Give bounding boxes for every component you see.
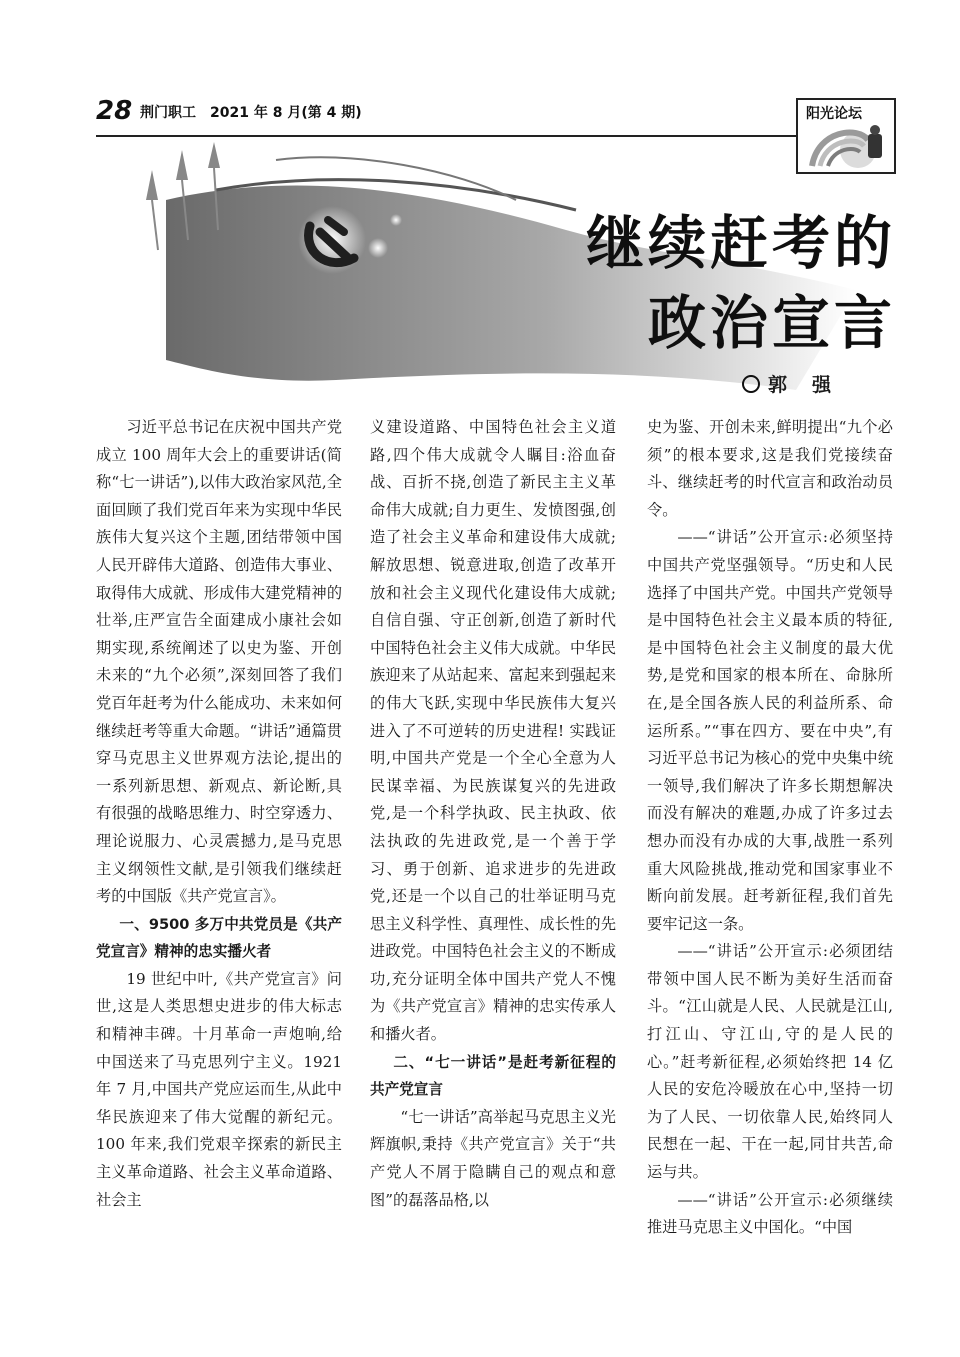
header-rule [96,135,806,137]
page-number: 28 [96,96,133,126]
article-title-line2: 政治宣言 [647,289,896,357]
paragraph: ——“讲话”公开宣示:必须坚持中国共产党坚强领导。“历史和人民选择了中国共产党。中国共产党领导是中国特色社会主义最本质的特征,是中国特色社会主义制度的最大优势,是党和国家的根本所在、命脉所在,是全国各族人民的利益所系、命运所系。”“事在四方、要在中央”,有习近平总书记为核心的党中央集中统一领导,我们解决了许多长期想解决而没有解决的难题,办成了许多过去想办而没有办成的大事,战胜一系列重大风险挑战,推动党和国家事业不断向前发展。赶考新征程,我们首先要牢记这一条。 [647,528,893,933]
text-column-3 [647,414,893,1242]
section-heading: 二、“七一讲话”是赶考新征程的共产党宣言 [370,1053,616,1099]
page-header [96,96,896,136]
byline [742,370,834,397]
paragraph: 19 世纪中叶,《共产党宣言》问世,这是人类思想史进步的伟大标志和精神丰碑。十月革命一声炮响,给中国送来了马克思列宁主义。1921 年 7 月,中国共产党应运而生,从此中华民族迎来了伟大觉醒的新纪元。100 年来,我们党艰辛探索的新民主主义革命道路、社会主义革命道路、社会主 [96,969,342,1209]
column-name: 阳光论坛 [804,103,864,123]
article-title-line1: 继续赶考的 [585,209,896,277]
paragraph: ——“讲话”公开宣示:必须团结带领中国人民不断为美好生活而奋斗。“江山就是人民、人民就是江山,打江山、守江山,守的是人民的心。”赶考新征程,必须始终把 14 亿人民的安危冷暖放在心中,坚持一切为了人民、一切依靠人民,始终同人民想在一起、干在一起,同甘共苦,命运与共。 [647,942,893,1182]
paragraph: 义建设道路、中国特色社会主义道路,四个伟大成就令人瞩目:浴血奋战、百折不挠,创造了新民主主义革命伟大成就;自力更生、发愤图强,创造了社会主义革命和建设伟大成就;解放思想、锐意进取,创造了改革开放和社会主义现代化建设伟大成就;自信自强、守正创新,创造了新时代中国特色社会主义伟大成就。中华民族迎来了从站起来、富起来到强起来的伟大飞跃,实现中华民族伟大复兴进入了不可逆转的历史进程! 实践证明,中国共产党是一个全心全意为人民谋幸福、为民族谋复兴的先进政党,是一个科学执政、民主执政、依法执政的先进政党,是一个善于学习、勇于创新、追求进步的先进政党,还是一个以自己的壮举证明马克思主义科学性、真理性、成长性的先进政党。中国特色社会主义的不断成功,充分证明全体中国共产党人不愧为《共产党宣言》精神的忠实传承人和播火者。 [370,418,616,1044]
text-column-1 [96,414,342,1214]
circle-mark-icon [742,375,760,393]
text-column-2 [370,414,616,1214]
paragraph: 习近平总书记在庆祝中国共产党成立 100 周年大会上的重要讲话(简称“七一讲话”),以伟大政治家风范,全面回顾了我们党百年来为实现中华民族伟大复兴这个主题,团结带领中国人民开辟伟大道路、创造伟大事业、取得伟大成就、形成伟大建党精神的壮举,庄严宣告全面建成小康社会如期实现,系统阐述了以史为鉴、开创未来的“九个必须”,深刻回答了我们党百年赶考为什么能成功、未来如何继续赶考等重大命题。“讲话”通篇贯穿马克思主义世界观方法论,提出的一系列新思想、新观点、新论断,具有很强的战略思维力、时空穿透力、理论说服力、心灵震撼力,是马克思主义纲领性文献,是引领我们继续赶考的中国版《共产党宣言》。 [96,418,342,906]
paragraph: ——“讲话”公开宣示:必须继续推进马克思主义中国化。“中国 [647,1190,893,1237]
section-heading: 一、9500 多万中共党员是《共产党宣言》精神的忠实播火者 [96,915,342,961]
author-name: 郭 强 [767,374,834,396]
paragraph: “七一讲话”高举起马克思主义光辉旗帜,秉持《共产党宣言》关于“共产党人不屑于隐瞒自己的观点和意图”的磊落品格,以 [370,1107,616,1209]
publication-info: 荆门职工 2021 年 8 月(第 4 期) [140,105,362,121]
paragraph: 史为鉴、开创未来,鲜明提出“九个必须”的根本要求,这是我们党接续奋斗、继续赶考的时代宣言和政治动员令。 [647,418,893,519]
